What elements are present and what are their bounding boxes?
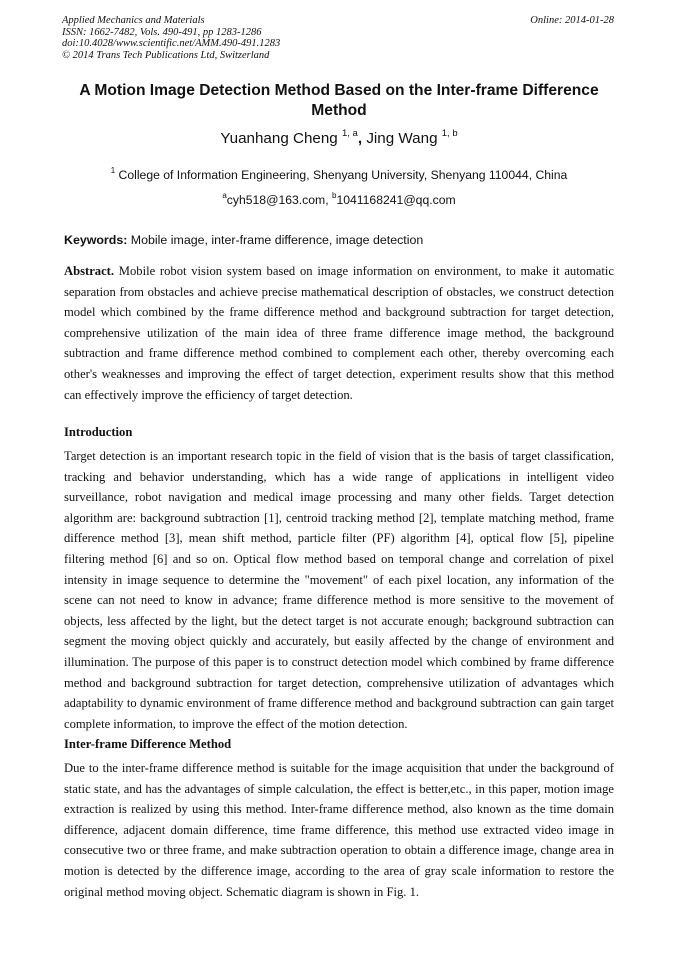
affiliation xyxy=(62,168,616,182)
inter-frame-heading: Inter-frame Difference Method xyxy=(64,737,232,751)
introduction-paragraph: Target detection is an important research topic in the field of vision that is the basis of target classification, tracking and behavior understanding, which has a wide range of applications in intelligent video surveillance, robot navigation and medical image processing and many other fields. Target detection algorithm are: background subtraction [1], centroid tracking method [2], template matching method, frame difference method [3], mean shift method, particle filter (PF) algorithm [4], optical flow [5], pipeline filtering method [6] and so on. Optical flow method based on temporal change and correlation of pixel intensity in image sequence to determine the "movement" of each pixel location, any information of the scene can not need to know in advance; frame difference method is more sensitive to the movement of objects, less affected by the light, but the detect target is not accurate enough; background subtraction can segment the moving object quickly and accurately, but easily affected by the change of environment and illumination. The purpose of this paper is to construct detection model which combined by frame difference method and background subtraction for target detection, comprehensive utilization of advantages which adaptability to dynamic environment of frame difference method and background subtraction can gain target complete information, to improve the effect of the motion detection. xyxy=(64,449,614,731)
inter-frame-paragraph: Due to the inter-frame difference method is suitable for the image acquisition that under the background of static state, and has the advantages of simple calculation, the effect is better,etc., in this paper, motion image extraction is realized by using this method. Inter-frame difference method, also known as the time domain difference, adjacent domain difference, time frame difference, this method use extracted video image in consecutive two or three frame, and make subtraction operation to obtain a difference image, change area in motion is detected by the difference image, according to the area of gray scale information to restore the original method moving object. Schematic diagram is shown in Fig. 1. xyxy=(64,761,614,899)
email-a: cyh518@163.com, xyxy=(226,193,332,207)
paper-title: A Motion Image Detection Method Based on the Inter-frame Difference Method xyxy=(79,82,599,119)
introduction-heading: Introduction xyxy=(64,425,133,439)
copyright-line: © 2014 Trans Tech Publications Ltd, Switzerland xyxy=(62,49,270,61)
issn-line: ISSN: 1662-7482, Vols. 490-491, pp 1283-1286 xyxy=(62,26,262,38)
email-b-sup: b xyxy=(331,191,337,200)
email-a-sup: a xyxy=(222,191,227,200)
journal-name: Applied Mechanics and Materials xyxy=(62,15,205,26)
author-line xyxy=(62,130,616,147)
author-1-affil: 1, a xyxy=(342,128,358,139)
affiliation-number: 1 xyxy=(110,166,116,175)
abstract-text: Mobile robot vision system based on image information on environment, to make it automatic separation from obstacles and achieve precise mathematical description of obstacles, we construct detection model which combined by the frame difference method and background subtraction for target detection, comprehensive utilization of the main idea of three frame difference image method, the background subtraction and frame difference method combined to complement each other, thereby overcoming each other's weaknesses and improving the effect of target detection, experiment results show that this method can effectively improve the efficiency of target detection. xyxy=(64,264,614,402)
author-2-affil: 1, b xyxy=(441,128,458,139)
keywords-label: Keywords: xyxy=(64,233,128,247)
email-b: 1041168241@qq.com xyxy=(336,193,456,207)
doi-line: doi:10.4028/www.scientific.net/AMM.490-491.1283 xyxy=(62,38,281,50)
author-separator: , xyxy=(357,130,363,147)
author-1: Yuanhang Cheng xyxy=(220,130,338,147)
abstract xyxy=(64,261,614,405)
keywords-text: Mobile image, inter-frame difference, image detection xyxy=(127,233,424,247)
affiliation-text: College of Information Engineering, Shenyang University, Shenyang 110044, China xyxy=(118,168,568,182)
journal-header xyxy=(62,15,280,61)
author-2: Jing Wang xyxy=(366,130,438,147)
keywords xyxy=(64,233,423,247)
online-date: Online: 2014-01-28 xyxy=(530,15,614,26)
abstract-label: Abstract. xyxy=(64,264,115,278)
author-emails xyxy=(62,193,616,207)
